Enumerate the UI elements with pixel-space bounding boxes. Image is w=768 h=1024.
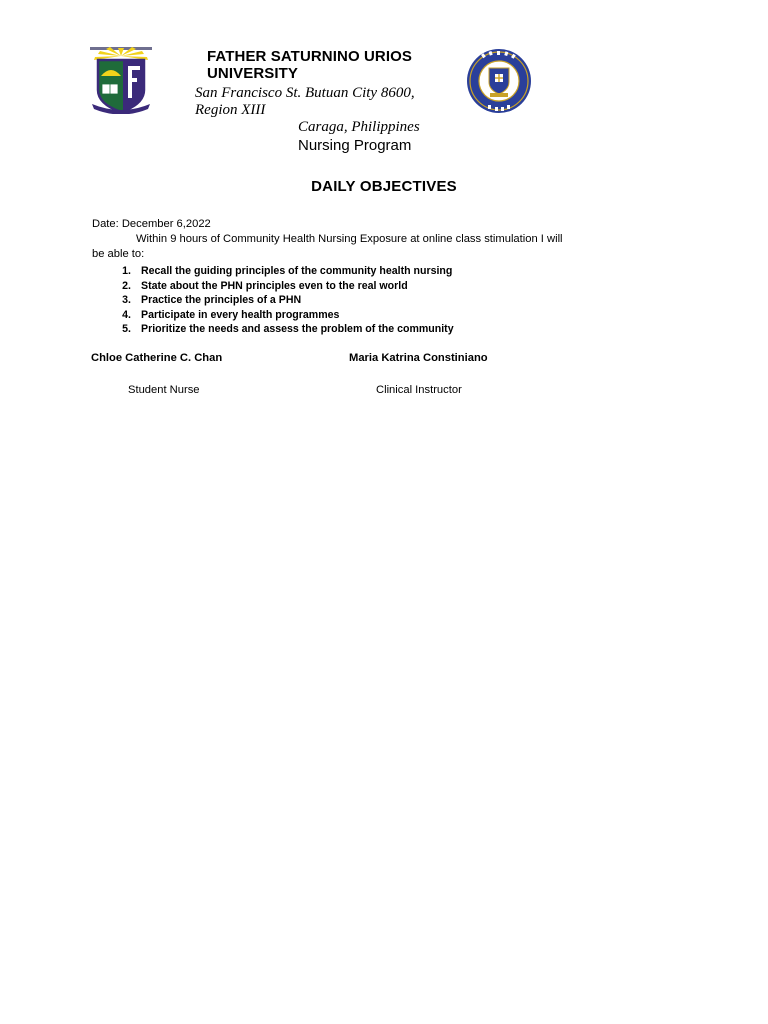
list-item: 3. Practice the principles of a PHN [122, 294, 302, 306]
university-name-line2: UNIVERSITY [207, 65, 299, 82]
address-line3: Caraga, Philippines [298, 119, 420, 135]
document-title: DAILY OBJECTIVES [311, 178, 457, 195]
program-name: Nursing Program [298, 137, 412, 154]
list-item: 4. Participate in every health programmes [122, 308, 340, 321]
objectives-list [92, 264, 454, 337]
list-item: 5. Prioritize the needs and assess the problem of the community [122, 323, 454, 335]
address-line1: San Francisco St. Butuan City 8600, [195, 85, 415, 101]
instructor-name: Maria Katrina Constiniano [349, 352, 488, 364]
nursing-program-seal [462, 48, 536, 114]
list-item: 1. Recall the guiding principles of the community health nursing [122, 265, 453, 277]
list-item: 2. State about the PHN principles even to the real world [122, 279, 408, 292]
student-role: Student Nurse [128, 384, 200, 396]
date-line: Date: December 6,2022 [92, 218, 211, 230]
intro-line1: Within 9 hours of Community Health Nursing Exposure at online class stimulation I will [136, 233, 563, 245]
student-name: Chloe Catherine C. Chan [91, 352, 223, 364]
address-line2: Region XIII [195, 102, 266, 118]
intro-line2: be able to: [92, 248, 145, 260]
university-name-line1: FATHER SATURNINO URIOS [207, 48, 412, 65]
university-logo [84, 46, 158, 114]
instructor-role: Clinical Instructor [376, 384, 462, 396]
